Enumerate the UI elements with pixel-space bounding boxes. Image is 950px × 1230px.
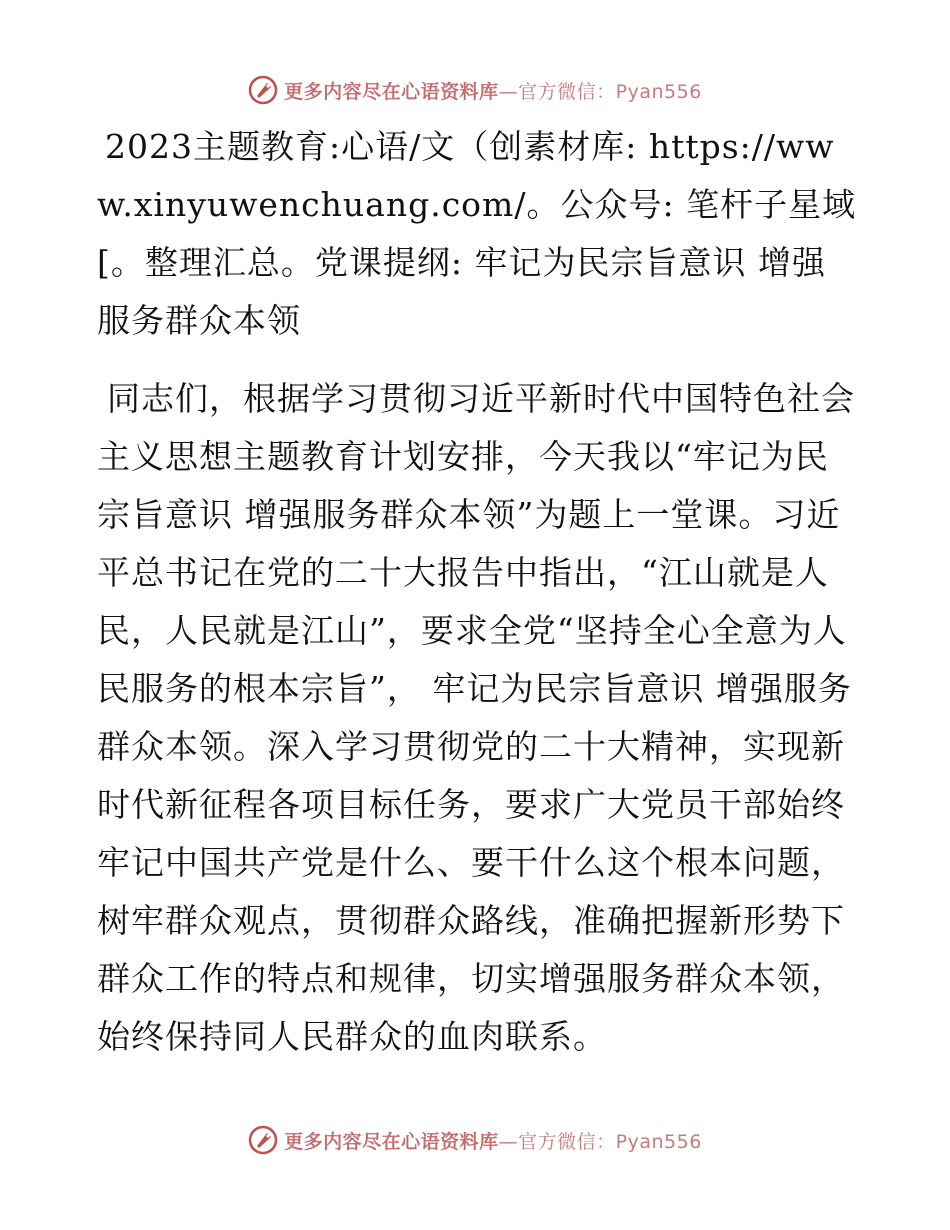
pen-nib-logo-icon <box>248 75 278 105</box>
footer-banner <box>0 1120 950 1160</box>
header-banner-lead: 更多内容尽在心语资料库 <box>284 80 499 103</box>
header-banner-text <box>284 77 702 104</box>
pen-nib-logo-icon <box>248 1125 278 1155</box>
header-banner <box>0 70 950 110</box>
document-body <box>97 118 857 1066</box>
title-paragraph: 2023主题教育:心语/文（创素材库: https://www.xinyuwenchuang.com/。公众号: 笔杆子星域[。整理汇总。党课提纲: 牢记为民宗旨意识 增强服务群众本领 <box>97 127 857 340</box>
footer-banner-tail: —官方微信：Pyan556 <box>498 1130 702 1153</box>
body-paragraph: 同志们，根据学习贯彻习近平新时代中国特色社会主义思想主题教育计划安排，今天我以“牢记为民宗旨意识 增强服务群众本领”为题上一堂课。习近平总书记在党的二十大报告中指出，“江山就是人民，人民就是江山”，要求全党“坚持全心全意为人民服务的根本宗旨”， 牢记为民宗旨意识 增强服务群众本领。深入学习贯彻党的二十大精神，实现新时代新征程各项目标任务，要求广大党员干部始终牢记中国共产党是什么、要干什么这个根本问题，树牢群众观点，贯彻群众路线，准确把握新形势下群众工作的特点和规律，切实增强服务群众本领，始终保持同人民群众的血肉联系。 <box>97 379 855 1056</box>
footer-banner-lead: 更多内容尽在心语资料库 <box>284 1130 499 1153</box>
footer-banner-text <box>284 1127 702 1154</box>
header-banner-tail: —官方微信：Pyan556 <box>498 80 702 103</box>
